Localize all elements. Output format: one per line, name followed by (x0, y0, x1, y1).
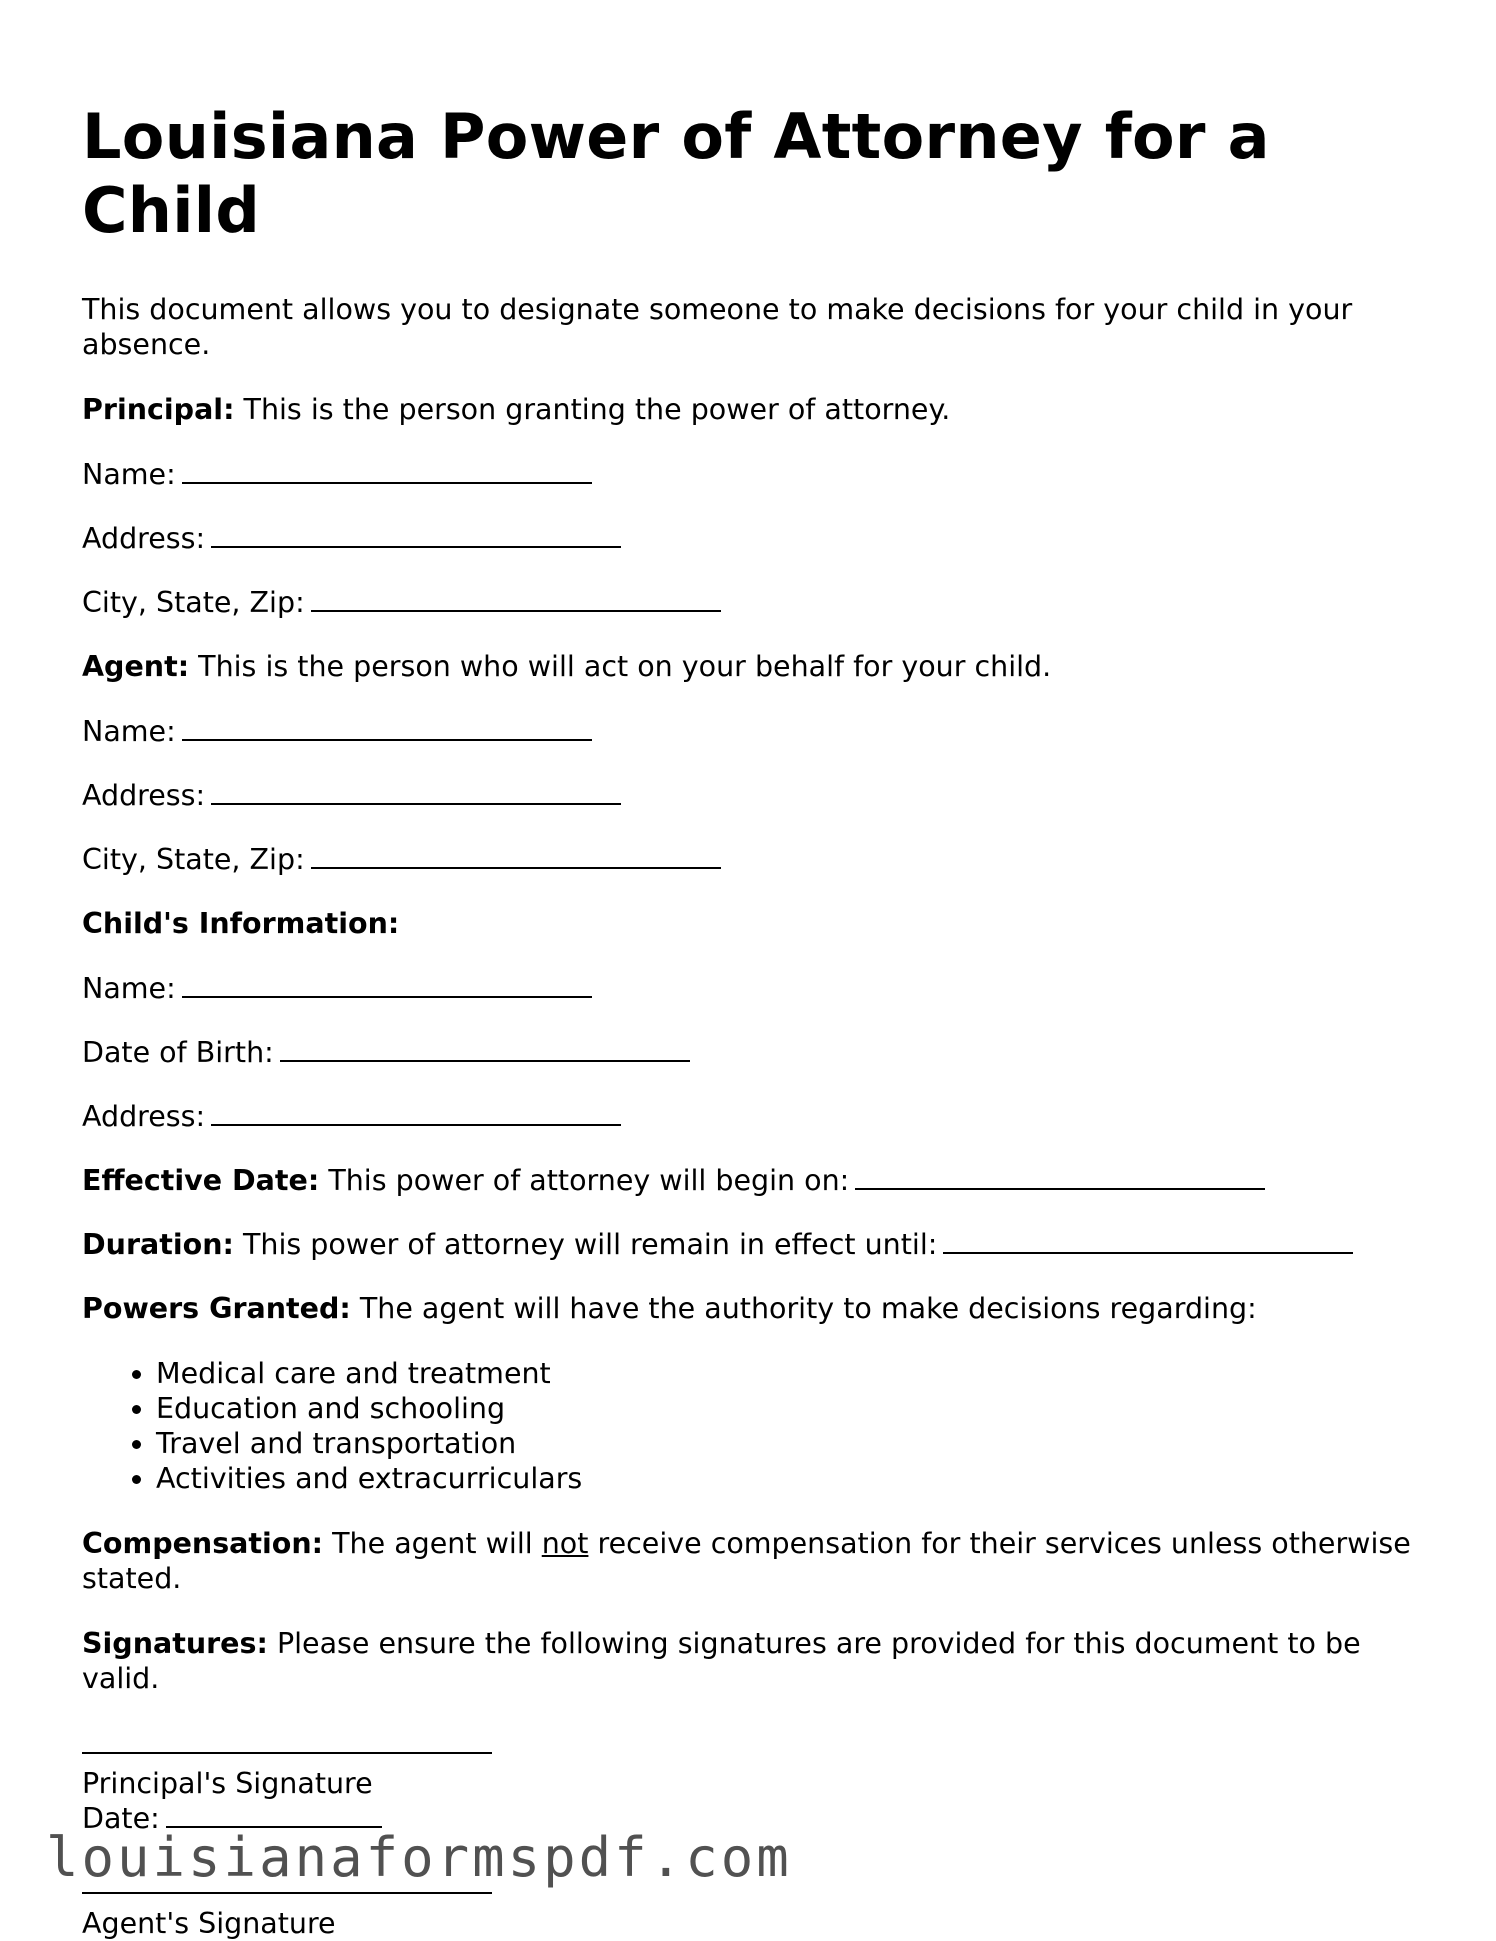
principal-address-field[interactable] (82, 521, 1422, 556)
principal-signature-line[interactable] (82, 1750, 492, 1754)
principal-city-field[interactable] (82, 585, 1422, 620)
powers-text: The agent will have the authority to make decisions regarding: (359, 1292, 1257, 1325)
intro-text: This document allows you to designate someone to make decisions for your child in your absence. (82, 293, 1353, 361)
powers-list (82, 1356, 1422, 1496)
powers-heading: Powers Granted: (82, 1292, 351, 1325)
blank-line[interactable] (855, 1164, 1265, 1190)
field-label: Date: (82, 1802, 160, 1835)
blank-line[interactable] (943, 1228, 1353, 1254)
blank-line[interactable] (311, 843, 721, 869)
field-label: Name: (82, 972, 176, 1005)
page-title: Louisiana Power of Attorney for a Child (82, 100, 1270, 247)
field-label: Name: (82, 458, 176, 491)
principal-signature-block (82, 1750, 1422, 1836)
principal-heading: Principal: (82, 393, 235, 426)
principal-section (82, 392, 1422, 427)
compensation-emphasis: not (541, 1527, 589, 1560)
field-label: Address: (82, 1100, 206, 1133)
child-name-field[interactable] (82, 971, 1422, 1006)
field-label: Date of Birth: (82, 1036, 274, 1069)
blank-line[interactable] (182, 458, 592, 484)
agent-heading: Agent: (82, 650, 190, 683)
compensation-text-after: receive compensation for their services unless otherwise stated. (82, 1527, 1411, 1595)
agent-name-field[interactable] (82, 714, 1422, 749)
list-item: • Education and schooling (156, 1391, 1422, 1426)
principal-signature-label: Principal's Signature (82, 1767, 373, 1800)
effective-date-text: This power of attorney will begin on: (328, 1164, 850, 1197)
agent-city-field[interactable] (82, 842, 1422, 877)
agent-address-field[interactable] (82, 778, 1422, 813)
child-address-field[interactable] (82, 1099, 1422, 1134)
effective-date-field[interactable] (82, 1163, 1422, 1198)
blank-line[interactable] (211, 1100, 621, 1126)
field-label: Address: (82, 779, 206, 812)
list-item: • Travel and transportation (156, 1426, 1422, 1461)
document (82, 100, 1422, 1941)
duration-field[interactable] (82, 1227, 1422, 1262)
agent-signature-line[interactable] (82, 1890, 492, 1894)
agent-signature-block (82, 1890, 1422, 1941)
principal-name-field[interactable] (82, 457, 1422, 492)
blank-line[interactable] (166, 1802, 382, 1828)
signatures-section (82, 1626, 1422, 1696)
child-section (82, 906, 1422, 941)
child-heading: Child's Information: (82, 907, 400, 940)
signatures-text: Please ensure the following signatures are provided for this document to be valid. (82, 1627, 1361, 1695)
principal-description: This is the person granting the power of attorney. (243, 393, 951, 426)
child-dob-field[interactable] (82, 1035, 1422, 1070)
field-label: City, State, Zip: (82, 843, 305, 876)
compensation-text-before: The agent will (332, 1527, 533, 1560)
signatures-heading: Signatures: (82, 1627, 268, 1660)
effective-date-heading: Effective Date: (82, 1164, 320, 1197)
duration-heading: Duration: (82, 1228, 234, 1261)
list-item: • Activities and extracurriculars (156, 1461, 1422, 1496)
field-label: City, State, Zip: (82, 586, 305, 619)
blank-line[interactable] (211, 779, 621, 805)
duration-text: This power of attorney will remain in effect until: (242, 1228, 938, 1261)
blank-line[interactable] (211, 522, 621, 548)
watermark: louisianaformspdf.com (46, 1826, 792, 1889)
powers-section (82, 1291, 1422, 1326)
blank-line[interactable] (182, 715, 592, 741)
list-item: • Medical care and treatment (156, 1356, 1422, 1391)
agent-description: This is the person who will act on your behalf for your child. (198, 650, 1052, 683)
blank-line[interactable] (182, 972, 592, 998)
agent-signature-label: Agent's Signature (82, 1907, 336, 1940)
compensation-heading: Compensation: (82, 1527, 324, 1560)
blank-line[interactable] (311, 586, 721, 612)
field-label: Address: (82, 522, 206, 555)
blank-line[interactable] (280, 1036, 690, 1062)
field-label: Name: (82, 715, 176, 748)
compensation-section (82, 1526, 1422, 1596)
agent-section (82, 649, 1422, 684)
